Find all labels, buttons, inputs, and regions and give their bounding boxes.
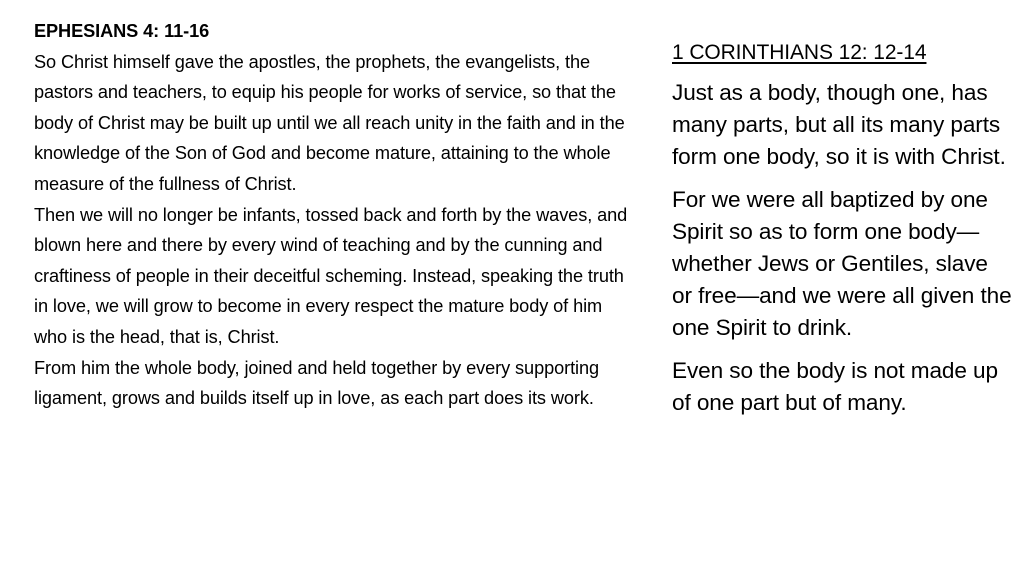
ephesians-passage: [34, 16, 634, 414]
corinthians-heading: 1 CORINTHIANS 12: 12-14: [672, 41, 927, 64]
corinthians-paragraph-3: Even so the body is not made up of one part but of many.: [672, 358, 998, 415]
ephesians-paragraph-2: Then we will no longer be infants, tossed back and forth by the waves, and blown here and there by every wind of teaching and by the cunning and craftiness of people in their deceitful scheming. Instead, speaking the truth in love, we will grow to become in every respect the mature body of him who is the head, that is, Christ.: [34, 204, 628, 347]
corinthians-paragraph-1: Just as a body, though one, has many parts, but all its many parts form one body, so it is with Christ.: [672, 80, 1006, 169]
corinthians-paragraph-2: For we were all baptized by one Spirit so as to form one body—whether Jews or Gentiles, slave or free—and we were all given the one Spirit to drink.: [672, 187, 1012, 340]
corinthians-passage: [672, 36, 1012, 430]
ephesians-heading: EPHESIANS 4: 11-16: [34, 21, 210, 41]
ephesians-paragraph-3: From him the whole body, joined and held together by every supporting ligament, grows and builds itself up in love, as each part does its work.: [34, 357, 599, 409]
ephesians-paragraph-1: So Christ himself gave the apostles, the prophets, the evangelists, the pastors and teachers, to equip his people for works of service, so that the body of Christ may be built up until we all reach unity in the faith and in the knowledge of the Son of God and become mature, attaining to the whole measure of the fullness of Christ.: [34, 51, 625, 194]
